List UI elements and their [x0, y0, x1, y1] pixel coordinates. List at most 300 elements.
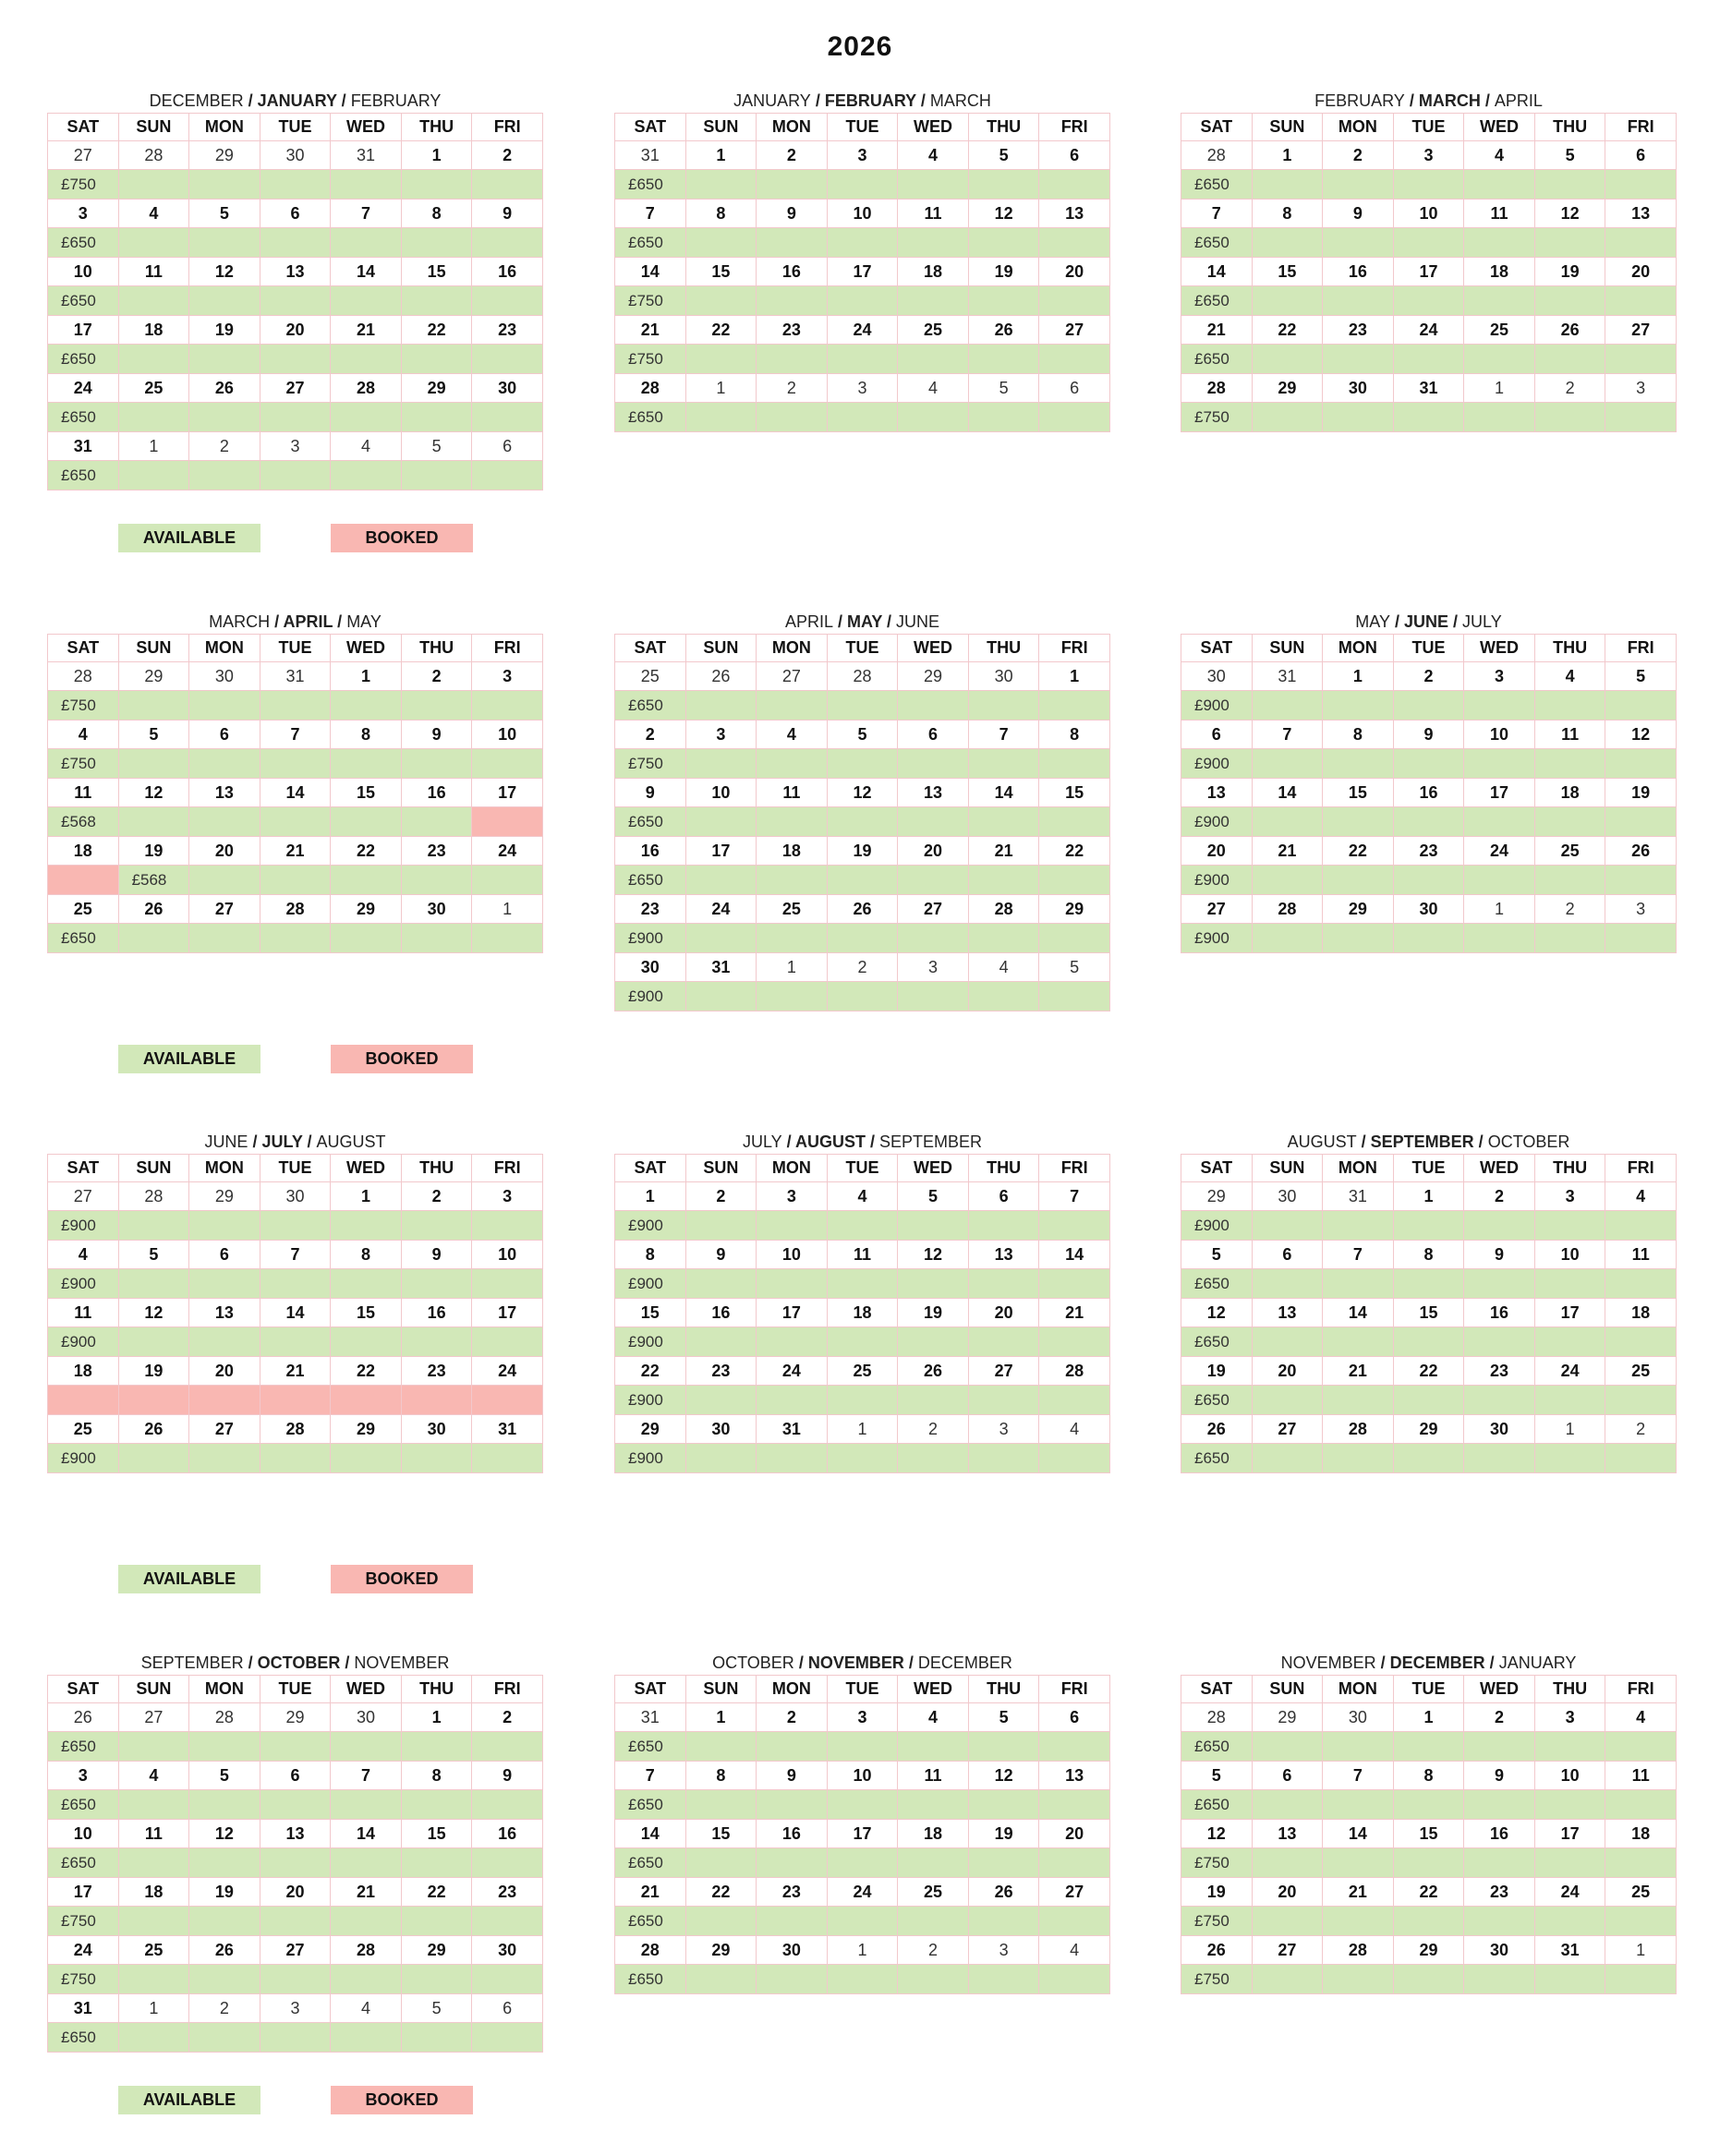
date-cell[interactable]: 2	[898, 1415, 969, 1444]
date-cell[interactable]: 9	[757, 200, 828, 228]
available-cell[interactable]	[685, 1732, 757, 1762]
date-cell[interactable]: 4	[898, 1703, 969, 1732]
available-cell[interactable]	[401, 924, 472, 953]
available-cell[interactable]	[757, 286, 828, 316]
available-cell[interactable]	[1534, 807, 1605, 837]
available-cell[interactable]	[968, 924, 1039, 953]
available-cell[interactable]	[1323, 403, 1394, 432]
date-cell[interactable]: 1	[331, 1182, 402, 1211]
date-cell[interactable]: 4	[1534, 662, 1605, 691]
available-cell[interactable]	[685, 1907, 757, 1936]
date-cell[interactable]: 30	[1464, 1936, 1535, 1965]
date-cell[interactable]: 25	[118, 374, 189, 403]
available-cell[interactable]	[685, 228, 757, 258]
date-cell[interactable]: 19	[189, 1878, 260, 1907]
date-cell[interactable]: 23	[401, 837, 472, 866]
available-cell[interactable]	[827, 807, 898, 837]
date-cell[interactable]: 1	[827, 1936, 898, 1965]
date-cell[interactable]: 2	[898, 1936, 969, 1965]
weekly-price[interactable]: £900	[48, 1327, 119, 1357]
available-cell[interactable]	[757, 1907, 828, 1936]
available-cell[interactable]	[898, 403, 969, 432]
date-cell[interactable]: 28	[48, 662, 119, 691]
available-cell[interactable]	[1534, 286, 1605, 316]
available-cell[interactable]	[968, 1444, 1039, 1473]
date-cell[interactable]: 22	[401, 316, 472, 345]
available-cell[interactable]	[1039, 691, 1110, 721]
date-cell[interactable]: 6	[1181, 721, 1253, 749]
date-cell[interactable]: 13	[1039, 1762, 1110, 1790]
available-cell[interactable]	[260, 1444, 331, 1473]
available-cell[interactable]	[472, 461, 543, 491]
date-cell[interactable]: 8	[1252, 200, 1323, 228]
weekly-price[interactable]: £750	[1181, 403, 1253, 432]
available-cell[interactable]	[189, 1965, 260, 1994]
date-cell[interactable]: 12	[118, 1299, 189, 1327]
weekly-price[interactable]: £900	[615, 924, 686, 953]
weekly-price[interactable]: £750	[48, 1907, 119, 1936]
available-cell[interactable]	[118, 345, 189, 374]
date-cell[interactable]: 6	[472, 1994, 543, 2023]
available-cell[interactable]	[968, 807, 1039, 837]
date-cell[interactable]: 25	[48, 1415, 119, 1444]
date-cell[interactable]: 15	[331, 779, 402, 807]
weekly-price[interactable]: £750	[1181, 1848, 1253, 1878]
date-cell[interactable]: 28	[1252, 895, 1323, 924]
available-cell[interactable]	[968, 982, 1039, 1011]
available-cell[interactable]	[1534, 1790, 1605, 1820]
available-cell[interactable]	[331, 1732, 402, 1762]
available-cell[interactable]	[1464, 1848, 1535, 1878]
date-cell[interactable]: 24	[1393, 316, 1464, 345]
date-cell[interactable]: 5	[118, 1241, 189, 1269]
available-cell[interactable]	[827, 228, 898, 258]
available-cell[interactable]	[331, 403, 402, 432]
available-cell[interactable]	[472, 691, 543, 721]
available-cell[interactable]	[685, 691, 757, 721]
date-cell[interactable]: 30	[1323, 374, 1394, 403]
date-cell[interactable]: 2	[1534, 374, 1605, 403]
date-cell[interactable]: 30	[1181, 662, 1253, 691]
date-cell[interactable]: 4	[118, 200, 189, 228]
available-cell[interactable]	[1464, 691, 1535, 721]
date-cell[interactable]: 31	[1393, 374, 1464, 403]
date-cell[interactable]: 25	[1605, 1878, 1677, 1907]
available-cell[interactable]	[1323, 691, 1394, 721]
weekly-price[interactable]: £900	[615, 1211, 686, 1241]
date-cell[interactable]: 4	[968, 953, 1039, 982]
date-cell[interactable]: 2	[401, 662, 472, 691]
date-cell[interactable]: 30	[685, 1415, 757, 1444]
available-cell[interactable]	[472, 1907, 543, 1936]
date-cell[interactable]: 4	[48, 1241, 119, 1269]
date-cell[interactable]: 19	[189, 316, 260, 345]
available-cell[interactable]	[189, 286, 260, 316]
date-cell[interactable]: 25	[898, 316, 969, 345]
available-cell[interactable]	[1534, 345, 1605, 374]
date-cell[interactable]: 18	[48, 1357, 119, 1386]
date-cell[interactable]: 27	[757, 662, 828, 691]
date-cell[interactable]: 3	[48, 200, 119, 228]
date-cell[interactable]: 23	[1323, 316, 1394, 345]
date-cell[interactable]: 26	[118, 1415, 189, 1444]
weekly-price[interactable]: £650	[1181, 1790, 1253, 1820]
weekly-price[interactable]: £650	[48, 2023, 119, 2053]
available-cell[interactable]	[685, 1848, 757, 1878]
weekly-price[interactable]: £650	[1181, 228, 1253, 258]
available-cell[interactable]	[757, 1211, 828, 1241]
date-cell[interactable]: 3	[472, 1182, 543, 1211]
available-cell[interactable]	[968, 403, 1039, 432]
date-cell[interactable]: 6	[472, 432, 543, 461]
date-cell[interactable]: 25	[827, 1357, 898, 1386]
date-cell[interactable]: 2	[827, 953, 898, 982]
weekly-price[interactable]: £650	[1181, 170, 1253, 200]
available-cell[interactable]	[1605, 345, 1677, 374]
available-cell[interactable]	[401, 1211, 472, 1241]
date-cell[interactable]: 19	[118, 1357, 189, 1386]
available-cell[interactable]	[898, 1907, 969, 1936]
available-cell[interactable]	[260, 1965, 331, 1994]
available-cell[interactable]	[1039, 1269, 1110, 1299]
date-cell[interactable]: 26	[1534, 316, 1605, 345]
date-cell[interactable]: 12	[118, 779, 189, 807]
booked-cell[interactable]	[48, 866, 119, 895]
available-cell[interactable]	[968, 1211, 1039, 1241]
available-cell[interactable]	[1605, 924, 1677, 953]
available-cell[interactable]	[1323, 228, 1394, 258]
date-cell[interactable]: 5	[401, 1994, 472, 2023]
available-cell[interactable]	[331, 2023, 402, 2053]
date-cell[interactable]: 31	[1323, 1182, 1394, 1211]
available-cell[interactable]	[685, 1269, 757, 1299]
date-cell[interactable]: 10	[1534, 1241, 1605, 1269]
date-cell[interactable]: 29	[615, 1415, 686, 1444]
booked-cell[interactable]	[331, 1386, 402, 1415]
date-cell[interactable]: 15	[1393, 1299, 1464, 1327]
date-cell[interactable]: 2	[472, 1703, 543, 1732]
date-cell[interactable]: 14	[615, 1820, 686, 1848]
date-cell[interactable]: 15	[1039, 779, 1110, 807]
available-cell[interactable]	[1039, 1327, 1110, 1357]
available-cell[interactable]	[1323, 1965, 1394, 1994]
date-cell[interactable]: 17	[472, 779, 543, 807]
available-cell[interactable]	[1039, 1386, 1110, 1415]
date-cell[interactable]: 29	[1323, 895, 1394, 924]
available-cell[interactable]	[472, 403, 543, 432]
available-cell[interactable]	[401, 1790, 472, 1820]
available-cell[interactable]	[331, 691, 402, 721]
date-cell[interactable]: 18	[118, 316, 189, 345]
date-cell[interactable]: 1	[118, 432, 189, 461]
date-cell[interactable]: 5	[189, 200, 260, 228]
date-cell[interactable]: 1	[1252, 141, 1323, 170]
available-cell[interactable]	[1252, 170, 1323, 200]
date-cell[interactable]: 19	[968, 258, 1039, 286]
weekly-price[interactable]: £900	[1181, 1211, 1253, 1241]
date-cell[interactable]: 28	[1181, 141, 1253, 170]
booked-cell[interactable]	[260, 1386, 331, 1415]
weekly-price[interactable]: £900	[48, 1444, 119, 1473]
date-cell[interactable]: 10	[48, 258, 119, 286]
available-cell[interactable]	[189, 749, 260, 779]
weekly-price[interactable]: £900	[615, 1386, 686, 1415]
available-cell[interactable]	[1039, 1444, 1110, 1473]
available-cell[interactable]	[260, 286, 331, 316]
available-cell[interactable]	[757, 1444, 828, 1473]
available-cell[interactable]	[898, 1848, 969, 1878]
date-cell[interactable]: 19	[1534, 258, 1605, 286]
date-cell[interactable]: 9	[1393, 721, 1464, 749]
date-cell[interactable]: 11	[757, 779, 828, 807]
date-cell[interactable]: 26	[968, 316, 1039, 345]
date-cell[interactable]: 26	[898, 1357, 969, 1386]
available-cell[interactable]	[189, 691, 260, 721]
date-cell[interactable]: 3	[827, 141, 898, 170]
date-cell[interactable]: 25	[48, 895, 119, 924]
date-cell[interactable]: 18	[118, 1878, 189, 1907]
weekly-price[interactable]: £750	[615, 286, 686, 316]
available-cell[interactable]	[1323, 170, 1394, 200]
weekly-price[interactable]: £750	[615, 345, 686, 374]
date-cell[interactable]: 11	[1464, 200, 1535, 228]
date-cell[interactable]: 1	[685, 1703, 757, 1732]
date-cell[interactable]: 23	[472, 1878, 543, 1907]
available-cell[interactable]	[1393, 1732, 1464, 1762]
date-cell[interactable]: 29	[260, 1703, 331, 1732]
date-cell[interactable]: 15	[615, 1299, 686, 1327]
available-cell[interactable]	[1252, 345, 1323, 374]
available-cell[interactable]	[757, 1848, 828, 1878]
date-cell[interactable]: 25	[898, 1878, 969, 1907]
date-cell[interactable]: 6	[1252, 1762, 1323, 1790]
date-cell[interactable]: 8	[1393, 1762, 1464, 1790]
date-cell[interactable]: 15	[401, 1820, 472, 1848]
date-cell[interactable]: 4	[48, 721, 119, 749]
available-cell[interactable]	[685, 1386, 757, 1415]
date-cell[interactable]: 31	[260, 662, 331, 691]
date-cell[interactable]: 28	[260, 1415, 331, 1444]
date-cell[interactable]: 31	[615, 1703, 686, 1732]
available-cell[interactable]	[1323, 1444, 1394, 1473]
weekly-price[interactable]: £650	[615, 1965, 686, 1994]
date-cell[interactable]: 20	[1605, 258, 1677, 286]
date-cell[interactable]: 30	[615, 953, 686, 982]
available-cell[interactable]	[898, 924, 969, 953]
available-cell[interactable]	[1252, 1790, 1323, 1820]
available-cell[interactable]	[968, 1907, 1039, 1936]
date-cell[interactable]: 2	[472, 141, 543, 170]
available-cell[interactable]	[1252, 1269, 1323, 1299]
date-cell[interactable]: 9	[1323, 200, 1394, 228]
available-cell[interactable]	[472, 170, 543, 200]
available-cell[interactable]	[1252, 286, 1323, 316]
date-cell[interactable]: 27	[1039, 1878, 1110, 1907]
date-cell[interactable]: 2	[757, 141, 828, 170]
date-cell[interactable]: 18	[827, 1299, 898, 1327]
date-cell[interactable]: 1	[1039, 662, 1110, 691]
date-cell[interactable]: 16	[1393, 779, 1464, 807]
date-cell[interactable]: 14	[968, 779, 1039, 807]
date-cell[interactable]: 9	[472, 200, 543, 228]
date-cell[interactable]: 21	[615, 316, 686, 345]
available-cell[interactable]	[331, 866, 402, 895]
date-cell[interactable]: 22	[615, 1357, 686, 1386]
date-cell[interactable]: 30	[260, 141, 331, 170]
date-cell[interactable]: 13	[1605, 200, 1677, 228]
date-cell[interactable]: 31	[615, 141, 686, 170]
date-cell[interactable]: 28	[1181, 1703, 1253, 1732]
available-cell[interactable]	[1605, 749, 1677, 779]
available-cell[interactable]	[1039, 1732, 1110, 1762]
date-cell[interactable]: 3	[1534, 1703, 1605, 1732]
date-cell[interactable]: 22	[331, 837, 402, 866]
date-cell[interactable]: 21	[1323, 1878, 1394, 1907]
date-cell[interactable]: 20	[260, 316, 331, 345]
available-cell[interactable]	[1464, 1965, 1535, 1994]
available-cell[interactable]	[1393, 924, 1464, 953]
date-cell[interactable]: 10	[48, 1820, 119, 1848]
date-cell[interactable]: 21	[968, 837, 1039, 866]
date-cell[interactable]: 18	[1464, 258, 1535, 286]
available-cell[interactable]	[472, 1732, 543, 1762]
date-cell[interactable]: 5	[968, 374, 1039, 403]
weekly-price[interactable]: £650	[48, 1848, 119, 1878]
available-cell[interactable]	[827, 286, 898, 316]
date-cell[interactable]: 17	[472, 1299, 543, 1327]
date-cell[interactable]: 3	[1534, 1182, 1605, 1211]
available-cell[interactable]	[1605, 1444, 1677, 1473]
available-cell[interactable]	[757, 228, 828, 258]
date-cell[interactable]: 30	[757, 1936, 828, 1965]
weekly-price[interactable]: £650	[1181, 1444, 1253, 1473]
available-cell[interactable]	[968, 1269, 1039, 1299]
date-cell[interactable]: 8	[331, 721, 402, 749]
weekly-price[interactable]: £650	[615, 403, 686, 432]
date-cell[interactable]: 16	[472, 1820, 543, 1848]
available-cell[interactable]	[827, 1444, 898, 1473]
date-cell[interactable]: 26	[827, 895, 898, 924]
available-cell[interactable]	[1393, 403, 1464, 432]
date-cell[interactable]: 24	[685, 895, 757, 924]
available-cell[interactable]	[472, 286, 543, 316]
date-cell[interactable]: 31	[48, 1994, 119, 2023]
available-cell[interactable]	[331, 345, 402, 374]
date-cell[interactable]: 17	[1464, 779, 1535, 807]
date-cell[interactable]: 7	[331, 200, 402, 228]
date-cell[interactable]: 4	[1039, 1415, 1110, 1444]
date-cell[interactable]: 16	[401, 1299, 472, 1327]
available-cell[interactable]	[827, 345, 898, 374]
date-cell[interactable]: 27	[1039, 316, 1110, 345]
available-cell[interactable]	[898, 345, 969, 374]
available-cell[interactable]	[827, 1907, 898, 1936]
date-cell[interactable]: 17	[827, 258, 898, 286]
available-cell[interactable]	[1039, 345, 1110, 374]
available-cell[interactable]	[685, 1444, 757, 1473]
date-cell[interactable]: 1	[685, 374, 757, 403]
date-cell[interactable]: 10	[1534, 1762, 1605, 1790]
available-cell[interactable]	[1534, 749, 1605, 779]
date-cell[interactable]: 18	[1605, 1820, 1677, 1848]
available-cell[interactable]	[189, 403, 260, 432]
available-cell[interactable]	[757, 1732, 828, 1762]
available-cell[interactable]	[1039, 1965, 1110, 1994]
available-cell[interactable]	[1393, 1848, 1464, 1878]
available-cell[interactable]	[1605, 1386, 1677, 1415]
available-cell[interactable]	[685, 1790, 757, 1820]
date-cell[interactable]: 28	[1181, 374, 1253, 403]
date-cell[interactable]: 16	[685, 1299, 757, 1327]
date-cell[interactable]: 13	[189, 779, 260, 807]
weekly-price[interactable]: £900	[615, 1444, 686, 1473]
date-cell[interactable]: 2	[401, 1182, 472, 1211]
available-cell[interactable]	[1464, 1444, 1535, 1473]
date-cell[interactable]: 10	[827, 1762, 898, 1790]
date-cell[interactable]: 31	[685, 953, 757, 982]
available-cell[interactable]	[1323, 286, 1394, 316]
available-cell[interactable]	[757, 691, 828, 721]
available-cell[interactable]	[827, 1848, 898, 1878]
available-cell[interactable]	[1393, 1386, 1464, 1415]
date-cell[interactable]: 27	[48, 141, 119, 170]
available-cell[interactable]	[1464, 1327, 1535, 1357]
date-cell[interactable]: 24	[472, 1357, 543, 1386]
date-cell[interactable]: 28	[1039, 1357, 1110, 1386]
date-cell[interactable]: 10	[472, 1241, 543, 1269]
available-cell[interactable]	[1252, 1211, 1323, 1241]
date-cell[interactable]: 29	[1393, 1415, 1464, 1444]
date-cell[interactable]: 14	[331, 1820, 402, 1848]
available-cell[interactable]	[827, 1269, 898, 1299]
date-cell[interactable]: 1	[1534, 1415, 1605, 1444]
date-cell[interactable]: 11	[898, 200, 969, 228]
date-cell[interactable]: 13	[1252, 1820, 1323, 1848]
available-cell[interactable]	[1323, 866, 1394, 895]
available-cell[interactable]	[1039, 1907, 1110, 1936]
date-cell[interactable]: 24	[48, 1936, 119, 1965]
date-cell[interactable]: 6	[1605, 141, 1677, 170]
booked-cell[interactable]	[118, 1386, 189, 1415]
date-cell[interactable]: 6	[1039, 1703, 1110, 1732]
available-cell[interactable]	[1534, 691, 1605, 721]
weekly-price[interactable]: £900	[615, 1269, 686, 1299]
available-cell[interactable]	[1039, 228, 1110, 258]
date-cell[interactable]: 27	[260, 1936, 331, 1965]
available-cell[interactable]	[968, 286, 1039, 316]
available-cell[interactable]	[118, 403, 189, 432]
date-cell[interactable]: 19	[898, 1299, 969, 1327]
date-cell[interactable]: 22	[685, 1878, 757, 1907]
date-cell[interactable]: 30	[260, 1182, 331, 1211]
date-cell[interactable]: 1	[1605, 1936, 1677, 1965]
available-cell[interactable]	[1464, 1907, 1535, 1936]
available-cell[interactable]	[1464, 286, 1535, 316]
date-cell[interactable]: 14	[260, 1299, 331, 1327]
date-cell[interactable]: 16	[401, 779, 472, 807]
available-cell[interactable]	[1252, 1848, 1323, 1878]
date-cell[interactable]: 3	[260, 432, 331, 461]
date-cell[interactable]: 1	[1464, 374, 1535, 403]
date-cell[interactable]: 8	[615, 1241, 686, 1269]
date-cell[interactable]: 2	[615, 721, 686, 749]
available-cell[interactable]	[827, 1965, 898, 1994]
date-cell[interactable]: 30	[472, 374, 543, 403]
date-cell[interactable]: 30	[1393, 895, 1464, 924]
available-cell[interactable]	[472, 924, 543, 953]
date-cell[interactable]: 20	[189, 837, 260, 866]
available-cell[interactable]	[118, 461, 189, 491]
